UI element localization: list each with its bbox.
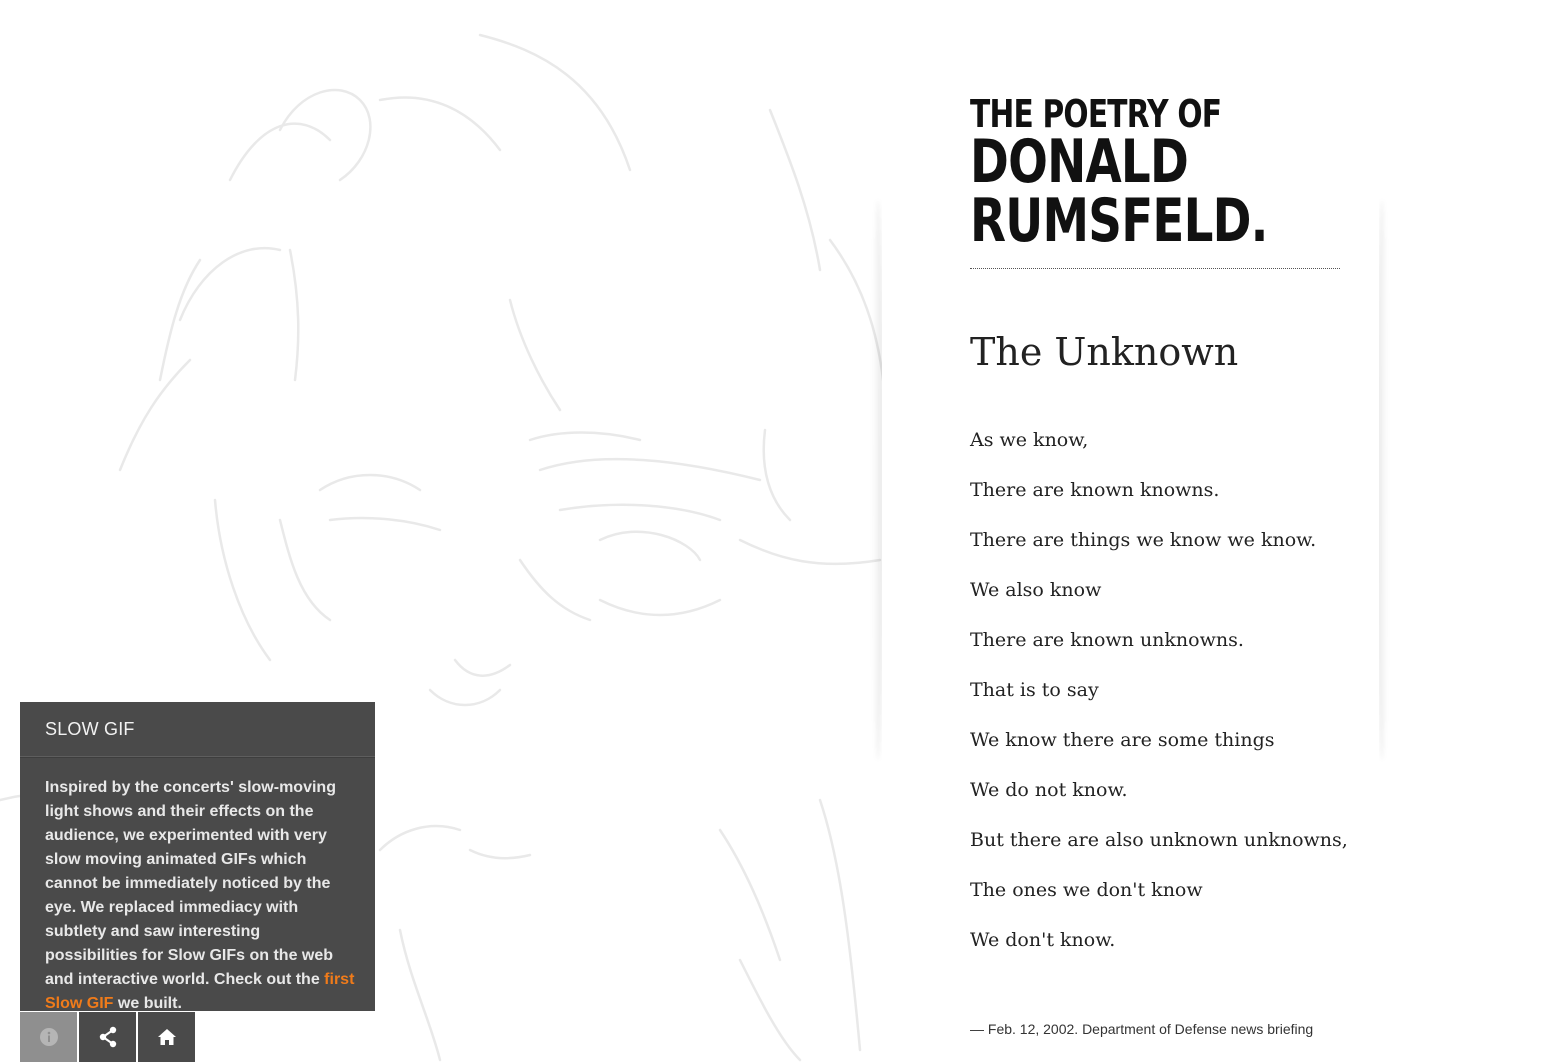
bottom-toolbar <box>20 1012 197 1062</box>
poem-line: But there are also unknown unknowns, <box>970 829 1348 851</box>
poem-line: That is to say <box>970 679 1099 701</box>
slow-gif-info-panel <box>20 702 375 1011</box>
info-panel-body <box>45 776 355 1016</box>
info-panel-title: SLOW GIF <box>45 719 135 739</box>
share-button[interactable] <box>79 1012 136 1062</box>
info-button[interactable] <box>20 1012 77 1062</box>
dotted-divider <box>970 268 1340 269</box>
poem-title: The Unknown <box>970 330 1239 374</box>
info-body-text-end: we built. <box>113 995 182 1012</box>
info-icon <box>39 1027 59 1047</box>
poem-body <box>970 426 1348 976</box>
poem-line: We also know <box>970 579 1102 601</box>
poem-line: There are known unknowns. <box>970 629 1244 651</box>
poem-line: We know there are some things <box>970 729 1275 751</box>
poem-line: As we know, <box>970 429 1089 451</box>
masthead-line-2: DONALD <box>970 127 1189 198</box>
info-panel-header <box>20 702 375 757</box>
poem-line: There are known knowns. <box>970 479 1220 501</box>
poem-source: — Feb. 12, 2002. Department of Defense news briefing <box>970 1021 1314 1037</box>
poem-line: We don't know. <box>970 929 1116 951</box>
masthead-line-1: THE POETRY OF <box>970 92 1222 136</box>
home-button[interactable] <box>138 1012 195 1062</box>
poem-line: We do not know. <box>970 779 1128 801</box>
poem-line: The ones we don't know <box>970 879 1203 901</box>
poem-line: There are things we know we know. <box>970 529 1317 551</box>
masthead-line-3: RUMSFELD. <box>970 186 1268 257</box>
share-icon <box>98 1026 118 1048</box>
home-icon <box>157 1027 177 1047</box>
info-body-text-start: Inspired by the concerts' slow-moving light shows and their effects on the audience, we experimented with very slow moving animated GIFs which cannot be immediately noticed by the eye. We replaced immediacy with subtlety and saw interesting possibilities for Slow GIFs on the web and interactive world. Check out the <box>45 779 336 988</box>
masthead-logo <box>970 92 1268 257</box>
first-slow-gif-link[interactable]: first Slow GIF <box>45 971 355 1012</box>
